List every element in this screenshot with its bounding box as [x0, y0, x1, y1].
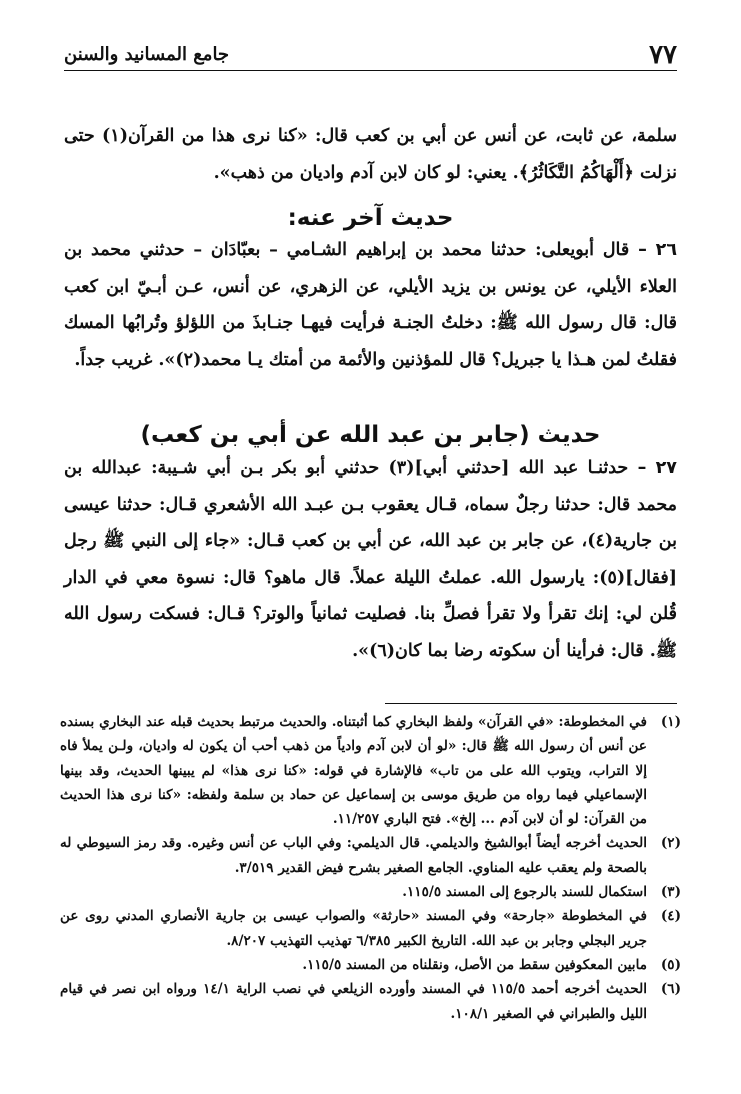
hadith-number: ٢٦ –: [638, 240, 678, 260]
footnote-separator: [385, 703, 677, 704]
footnote-number: (٣): [660, 884, 681, 901]
footnote-number: (٤): [660, 908, 681, 925]
hadith-text: قال أبويعلى: حدثنا محمد بن إبراهيم الشـامي – بعبّادَان – حدثني محمد بن العلاء الأيلي، عن يونس بن يزيد الأيلي، عن الزهري، عن أنس، عـن أبـيّ ابن كعب قال: قال رسول الله ﷺ: دخلتُ الجنـة فرأيت فيهـا جنـابذَ من اللؤلؤ وتُرابُها المسك فقلتُ لمن هـذا يا جبريل؟ قال للمؤذنين والأئمة من أمتك يـا محمد(٢)». غريب جداً.: [64, 240, 677, 370]
footnote-text: الحديث أخرجه أيضاً أبوالشيخ والديلمي. قال الديلمي: وفي الباب عن أنس وغيره. وقد رمز السيوطي له بالصحة ولم يعقب عليه المناوي. الجامع الصغير بشرح فيض القدير ٣/٥١٩.: [60, 835, 647, 876]
footnote-number: (٦): [660, 981, 681, 998]
hadith-26: [64, 232, 677, 378]
page-number: ٧٧: [649, 40, 677, 70]
footnote-text: الحديث أخرجه أحمد ١١٥/٥ في المسند وأورده الزيلعي في نصب الراية ١٤/١ ورواه ابن نصر في قيام الليل والطبراني في الصغير ١٠٨/١.: [60, 981, 647, 1022]
running-title: جامع المسانيد والسنن: [64, 44, 230, 65]
footnote-number: (٢): [660, 835, 681, 852]
footnotes: [60, 710, 681, 1026]
footnote: [60, 977, 681, 1026]
footnote-text: في المخطوطة: «في القرآن» ولفظ البخاري كما أثبتناه. والحديث مرتبط بحديث قبله عند البخاري بسنده عن أنس أن رسول الله ﷺ قال: «لو أن لابن آدم وادياً من ذهب أحب أن يكون له واديان، ولـن يملأ فاه إلا التراب، ويتوب الله على من تاب» فالإشارة في قوله: «كنا نرى هذا» لم يبينها الحديث، وقد بينها الإسماعيلي فيما رواه من طريق موسى بن إسماعيل عن حماد بن سلمة ولفظه: «كنا نرى هذا الحديث من القرآن: لو أن لابن آدم ... إلخ». فتح الباري ١١/٢٥٧.: [60, 714, 647, 828]
section-heading-jabir: حديث (جابر بن عبد الله عن أبي بن كعب): [140, 422, 601, 448]
footnote: [60, 904, 681, 953]
footnote-text: استكمال للسند بالرجوع إلى المسند ١١٥/٥.: [402, 884, 647, 901]
hadith-number: ٢٧ –: [637, 458, 677, 478]
hadith-text: حدثنـا عبد الله [حدثني أبي](٣) حدثني أبو بكر بـن أبي شـيبة: عبدالله بن محمد قال: حدثنا رجلٌ سماه، قـال يعقوب بـن عبـد الله الأشعري قـال: حدثنا عيسى بن جارية(٤)، عن جابر بن عبد الله، عن أبي بن كعب قـال: «جاء إلى النبي ﷺ رجل [فقال](٥): يارسول الله. عملتُ الليلة عملاً. قال ماهو؟ قال: نسوة معي في الدار قُلن لي: إنك تقرأ ولا تقرأ فصلِّ بنا. فصليت ثمانياً والوتر؟ قـال: فسكت رسول الله ﷺ. قال: فرأينا أن سكوته رضا بما كان(٦)».: [64, 458, 677, 661]
footnote-number: (١): [660, 714, 681, 730]
footnote-text: في المخطوطة «جارحة» وفي المسند «حارثة» والصواب عيسى بن جارية الأنصاري المدني روى عن جرير البجلي وجابر بن عبد الله. التاريخ الكبير ٦/٣٨٥ تهذيب التهذيب ٨/٢٠٧.: [60, 908, 647, 949]
hadith-27: [64, 450, 677, 670]
footnote-text: مابين المعكوفين سقط من الأصل، ونقلناه من المسند ١١٥/٥.: [302, 956, 647, 973]
section-heading-another-hadith: حديث آخر عنه:: [287, 205, 454, 231]
footnote: [60, 880, 681, 904]
page-header: [64, 40, 677, 71]
footnote-number: (٥): [660, 956, 681, 973]
footnote: [60, 953, 681, 977]
footnote: [60, 710, 681, 831]
footnote: [60, 831, 681, 880]
paragraph-continuation: سلمة، عن ثابت، عن أنس عن أبي بن كعب قال: «كنا نرى هذا من القرآن(١) حتى نزلت ﴿أَلْهَاكُمُ التَّكَاثُرُ﴾. يعني: لو كان لابن آدم واديان من ذهب».: [64, 126, 677, 183]
